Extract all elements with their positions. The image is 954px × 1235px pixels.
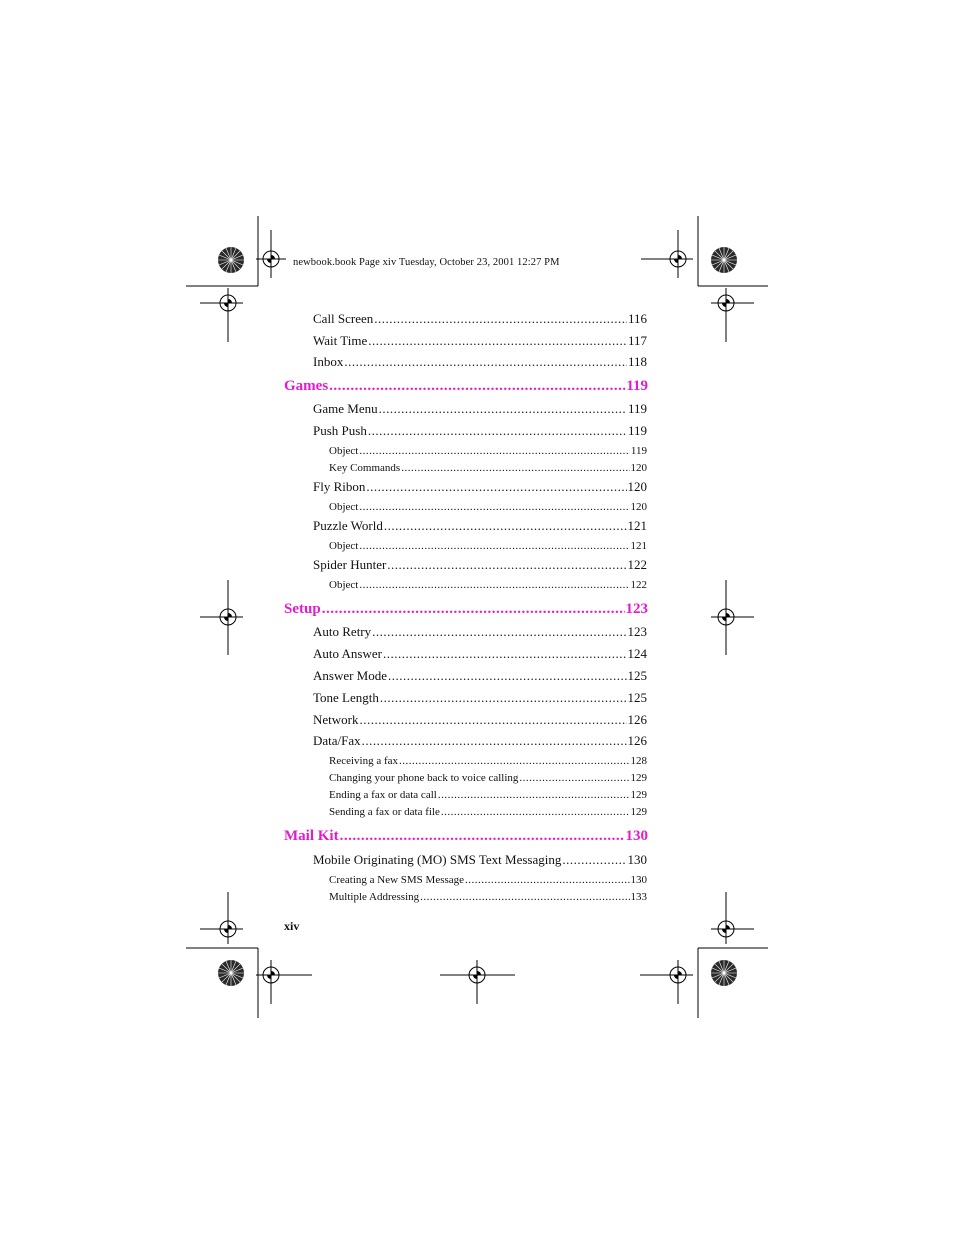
toc-label: Creating a New SMS Message: [329, 874, 465, 886]
dot-leader: [387, 557, 626, 573]
toc-label: Object: [329, 445, 359, 457]
toc-page-number: 130: [630, 874, 647, 886]
toc-entry[interactable]: [313, 690, 647, 706]
toc-label: Auto Answer: [313, 646, 382, 661]
dot-leader: [368, 333, 627, 349]
star-target-icon: [218, 960, 244, 986]
dot-leader: [372, 624, 626, 640]
toc-subentry[interactable]: [329, 540, 647, 552]
toc-page-number: 130: [627, 852, 647, 867]
toc-page-number: 125: [627, 690, 647, 705]
toc-label: Wait Time: [313, 333, 368, 348]
dot-leader: [384, 518, 627, 534]
toc-label: Fly Ribon: [313, 479, 366, 494]
toc-label: Puzzle World: [313, 518, 383, 533]
registration-mark-icon: [213, 288, 243, 318]
dot-leader: [379, 401, 627, 417]
toc-page-number: 123: [627, 624, 647, 639]
registration-mark-icon: [663, 244, 693, 274]
toc-entry[interactable]: [313, 624, 647, 640]
dot-leader: [359, 445, 630, 457]
dot-leader: [362, 733, 627, 749]
dot-leader: [519, 772, 629, 784]
registration-mark-icon: [462, 960, 492, 990]
toc-subentry[interactable]: [329, 755, 647, 767]
toc-entry[interactable]: [313, 518, 647, 534]
toc-subentry[interactable]: [329, 445, 647, 457]
toc-label: Games: [284, 378, 329, 394]
toc-subentry[interactable]: [329, 501, 647, 513]
toc-label: Object: [329, 579, 359, 591]
toc-label: Network: [313, 712, 359, 727]
registration-mark-icon: [711, 602, 741, 632]
toc-entry[interactable]: [313, 423, 647, 439]
dot-leader: [383, 646, 627, 662]
toc-label: Answer Mode: [313, 668, 388, 683]
toc-subentry[interactable]: [329, 789, 647, 801]
dot-leader: [562, 852, 626, 868]
dot-leader: [359, 579, 629, 591]
toc-label: Setup: [284, 601, 321, 617]
toc-page-number: 119: [630, 445, 647, 457]
dot-leader: [388, 668, 626, 684]
toc-label: Multiple Addressing: [329, 891, 420, 903]
toc-page-number: 122: [627, 557, 647, 572]
toc-entry[interactable]: [313, 479, 647, 495]
registration-mark-icon: [213, 914, 243, 944]
toc-page-number: 120: [627, 479, 647, 494]
toc-page-number: 129: [630, 806, 647, 818]
toc-subentry[interactable]: [329, 772, 647, 784]
dot-leader: [322, 601, 625, 618]
toc-entry[interactable]: [313, 646, 647, 662]
dot-leader: [441, 806, 630, 818]
toc-page-number: 119: [627, 423, 647, 438]
toc-page-number: 120: [630, 501, 647, 513]
dot-leader: [438, 789, 630, 801]
toc-label: Changing your phone back to voice calling: [329, 772, 519, 784]
dot-leader: [399, 755, 629, 767]
toc-label: Call Screen: [313, 311, 374, 326]
toc-page-number: 129: [630, 772, 647, 784]
dot-leader: [401, 462, 629, 474]
toc-label: Data/Fax: [313, 733, 361, 748]
toc-page-number: 126: [627, 733, 647, 748]
toc-page-number: 125: [627, 668, 647, 683]
star-target-icon: [711, 247, 737, 273]
toc-label: Sending a fax or data file: [329, 806, 440, 818]
toc-label: Push Push: [313, 423, 367, 438]
star-target-icon: [711, 960, 737, 986]
toc-page-number: 117: [627, 333, 647, 348]
toc-page-number: 129: [630, 789, 647, 801]
toc-page-number: 116: [627, 311, 647, 326]
registration-mark-icon: [711, 914, 741, 944]
registration-mark-icon: [256, 960, 286, 990]
toc-section-heading[interactable]: [284, 828, 648, 845]
dot-leader: [368, 423, 627, 439]
toc-page-number: 121: [630, 540, 647, 552]
print-header-stamp: newbook.book Page xiv Tuesday, October 23, 2001 12:27 PM: [293, 257, 560, 268]
toc-entry[interactable]: [313, 668, 647, 684]
page-number: xiv: [284, 919, 300, 933]
toc-label: Mail Kit: [284, 828, 339, 844]
toc-label: Key Commands: [329, 462, 401, 474]
toc-subentry[interactable]: [329, 579, 647, 591]
toc-page-number: 123: [625, 601, 648, 617]
toc-entry[interactable]: [313, 733, 647, 749]
toc-page-number: 124: [627, 646, 647, 661]
toc-page-number: 118: [627, 354, 647, 369]
toc-subentry[interactable]: [329, 806, 647, 818]
registration-mark-icon: [256, 244, 286, 274]
toc-page-number: 120: [630, 462, 647, 474]
dot-leader: [465, 874, 629, 886]
toc-label: Inbox: [313, 354, 344, 369]
toc-label: Object: [329, 540, 359, 552]
toc-entry[interactable]: [313, 354, 647, 370]
dot-leader: [374, 311, 627, 327]
dot-leader: [380, 690, 627, 706]
toc-page-number: 128: [630, 755, 647, 767]
dot-leader: [329, 378, 625, 395]
toc-entry[interactable]: [313, 852, 647, 868]
toc-label: Game Menu: [313, 401, 378, 416]
toc-subentry[interactable]: [329, 891, 647, 903]
toc-entry[interactable]: [313, 311, 647, 327]
registration-mark-icon: [663, 960, 693, 990]
toc-page-number: 119: [626, 378, 648, 394]
toc-page-number: 133: [630, 891, 647, 903]
registration-mark-icon: [213, 602, 243, 632]
toc-label: Object: [329, 501, 359, 513]
toc-label: Ending a fax or data call: [329, 789, 437, 801]
toc-label: Tone Length: [313, 690, 379, 705]
toc-label: Auto Retry: [313, 624, 372, 639]
toc-label: Mobile Originating (MO) SMS Text Messaging: [313, 852, 562, 867]
registration-mark-icon: [711, 288, 741, 318]
toc-section-heading[interactable]: [284, 601, 648, 618]
dot-leader: [420, 891, 629, 903]
toc-label: Spider Hunter: [313, 557, 387, 572]
toc-section-heading[interactable]: [284, 378, 648, 395]
toc-subentry[interactable]: [329, 874, 647, 886]
toc-entry[interactable]: [313, 401, 647, 417]
toc-entry[interactable]: [313, 333, 647, 349]
toc-entry[interactable]: [313, 712, 647, 728]
toc-page-number: 126: [627, 712, 647, 727]
dot-leader: [344, 354, 627, 370]
dot-leader: [366, 479, 626, 495]
toc-label: Receiving a fax: [329, 755, 399, 767]
toc-page-number: 119: [627, 401, 647, 416]
star-target-icon: [218, 247, 244, 273]
toc-subentry[interactable]: [329, 462, 647, 474]
toc-entry[interactable]: [313, 557, 647, 573]
dot-leader: [359, 540, 629, 552]
toc-page-number: 130: [625, 828, 648, 844]
dot-leader: [359, 501, 629, 513]
toc-page-number: 121: [627, 518, 647, 533]
dot-leader: [340, 828, 625, 845]
toc-page-number: 122: [630, 579, 647, 591]
dot-leader: [360, 712, 627, 728]
